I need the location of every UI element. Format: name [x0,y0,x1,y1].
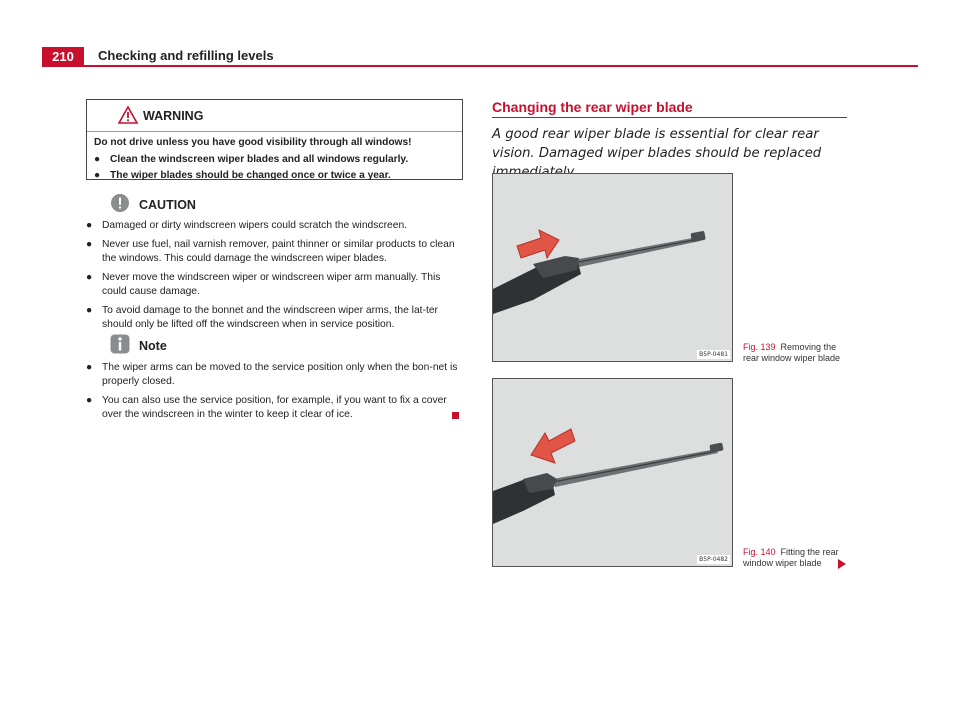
figure-caption-text: Removing the rear window wiper blade [743,342,841,363]
warning-intro: Do not drive unless you have good visibility through all windows! [94,137,412,148]
header-rule [84,65,918,67]
section-title: Changing the rear wiper blade [492,99,693,115]
note-item: ● The wiper arms can be moved to the service position only when the bon-net is properly closed. [86,362,458,387]
info-icon [110,334,130,354]
figure-code: B5P-0481 [699,351,728,358]
caution-item: ● Damaged or dirty windscreen wipers could scratch the windscreen. [86,220,408,231]
page-number: 210 [42,47,84,67]
section-lead: A good rear wiper blade is essential for clear rear vision. Damaged wiper blades should be replaced [492,127,822,161]
figure-caption-text: Fitting the rear window wiper blade [743,547,839,568]
caution-item: ● To avoid damage to the bonnet and the windscreen wiper arms, the lat-ter should only be lifted off the windscreen when in service position. [86,305,438,330]
continue-arrow-icon [838,559,846,569]
caution-item: ● Never use fuel, nail varnish remover, paint thinner or similar products to clean the windows. This could damage the windscreen wiper blades. [86,239,455,264]
caution-circle-icon [110,193,130,213]
caution-item: ● Never move the windscreen wiper or windscreen wiper arm manually. This could cause damage. [86,272,441,297]
wiper-illustration [493,379,733,567]
caution-label: CAUTION [139,198,196,212]
note-item: ● You can also use the service position, for example, if you want to fix a cover over the windscreen in the winter to keep it clear of ice. [86,395,447,420]
warning-body [87,132,462,185]
figure-label: Fig. 139 [743,342,776,352]
warning-label: WARNING [143,109,204,123]
figure-fitting-wiper-blade [492,378,733,567]
section-end-mark [452,412,459,419]
note-label: Note [139,339,167,353]
note-list [86,361,464,427]
figure-code: B5P-0482 [699,556,728,563]
page-header-title: Checking and refilling levels [98,48,274,63]
warning-triangle-icon [118,106,138,124]
figure-label: Fig. 140 [743,547,776,557]
note-header [110,334,167,354]
warning-header [87,100,462,132]
warning-item: ● Clean the windscreen wiper blades and all windows regularly. [94,153,409,165]
figure-caption [743,342,853,364]
caution-list [86,219,464,337]
caution-header [110,193,196,213]
section-rule [492,117,847,118]
figure-removing-wiper-blade [492,173,733,362]
figure-caption [743,547,853,569]
wiper-illustration [493,174,733,362]
warning-item: ● The wiper blades should be changed once or twice a year. [94,170,391,181]
warning-box [86,99,463,180]
